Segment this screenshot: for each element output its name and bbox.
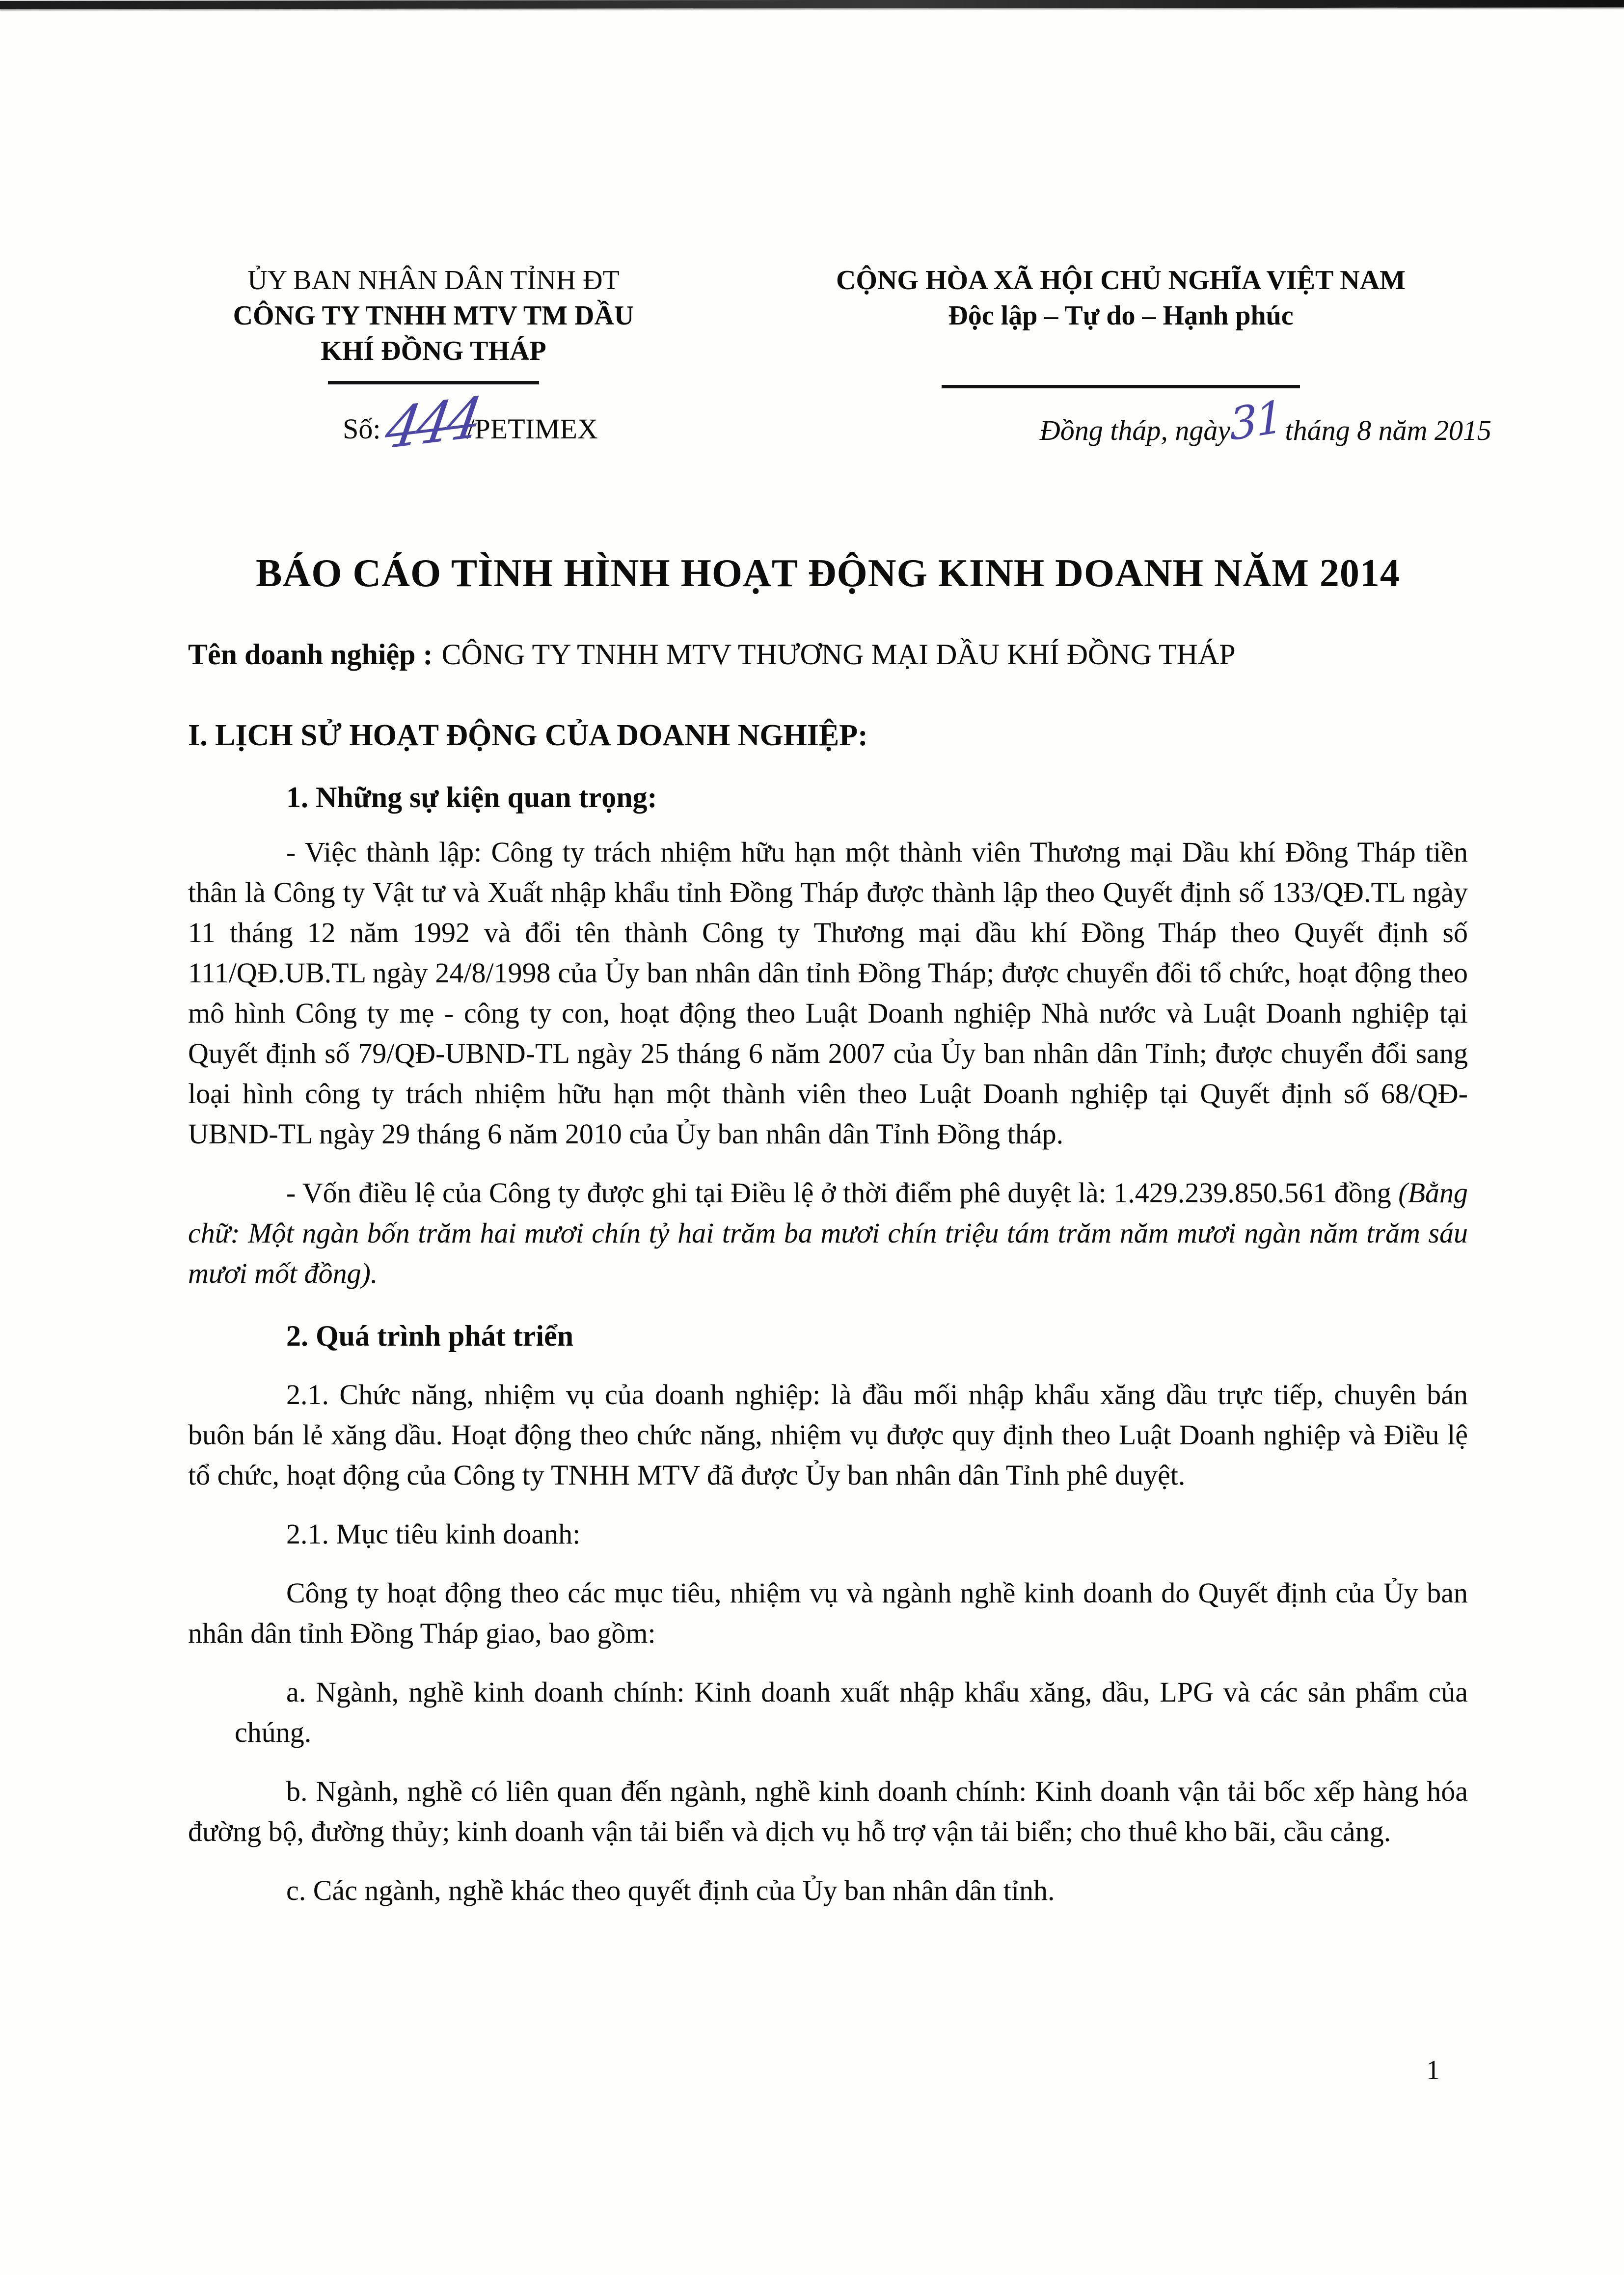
page-number: 1 — [1426, 2055, 1440, 2085]
company-name-line — [188, 635, 1468, 674]
national-motto-line1: CỘNG HÒA XÃ HỘI CHỦ NGHĨA VIỆT NAM — [836, 265, 1406, 296]
national-motto-block — [743, 263, 1491, 451]
dateline-prefix: Đồng tháp, ngày — [1039, 414, 1231, 446]
charter-capital-amount-in-words: (Bằng chữ: Một ngàn bốn trăm hai mươi chín tỷ hai trăm ba mươi chín triệu tám trăm năm mươi ngàn năm trăm sáu mươi mốt đồng). — [188, 1177, 1468, 1289]
company-name-label: Tên doanh nghiệp : — [188, 638, 433, 671]
document-number-line — [188, 385, 679, 462]
dateline-day-handwritten: 31 — [1228, 391, 1283, 451]
list-item-b-related-business: b. Ngành, nghề có liên quan đến ngành, nghề kinh doanh chính: Kinh doanh vận tải bốc xếp hàng hóa đường bộ, đường thủy; kinh doanh vận tải biển và dịch vụ hỗ trợ vận tải biển; cho thuê kho bãi, cầu cảng. — [188, 1775, 1468, 1847]
report-title: BÁO CÁO TÌNH HÌNH HOẠT ĐỘNG KINH DOANH NĂM 2014 — [256, 552, 1400, 595]
document-number-label: Số: — [343, 413, 381, 445]
document-number-suffix: /PETIMEX — [466, 413, 598, 445]
issuer-authority: ỦY BAN NHÂN DÂN TỈNH ĐT — [247, 265, 620, 296]
place-date-line — [777, 391, 1491, 451]
issuer-company-name-line2: KHÍ ĐỒNG THÁP — [321, 336, 546, 366]
issuer-divider-rule — [328, 381, 539, 384]
section-1-heading: I. LỊCH SỬ HOẠT ĐỘNG CỦA DOANH NGHIỆP: — [188, 719, 868, 752]
paragraph-charter-capital — [188, 1173, 1468, 1294]
subsection-1-heading: 1. Những sự kiện quan trọng: — [286, 781, 657, 813]
list-item-c-other-business: c. Các ngành, nghề khác theo quyết định của Ủy ban nhân dân tỉnh. — [286, 1874, 1055, 1906]
list-item-a-main-business: a. Ngành, nghề kinh doanh chính: Kinh doanh xuất nhập khẩu xăng, dầu, LPG và các sản phẩm của chúng. — [235, 1676, 1468, 1748]
document-content — [188, 0, 1491, 1911]
document-number-handwritten: 444 — [380, 385, 483, 462]
national-motto-line2: Độc lập – Tự do – Hạnh phúc — [948, 300, 1294, 331]
paragraph-business-objective-heading: 2.1. Mục tiêu kinh doanh: — [286, 1518, 581, 1550]
paragraph-business-objective-intro: Công ty hoạt động theo các mục tiêu, nhiệm vụ và ngành nghề kinh doanh do Quyết định của Ủy ban nhân dân tỉnh Đồng Tháp giao, bao gồm: — [188, 1577, 1468, 1649]
document-header — [188, 263, 1491, 462]
company-name-value: CÔNG TY TNHH MTV THƯƠNG MẠI DẦU KHÍ ĐỒNG THÁP — [441, 638, 1236, 671]
paragraph-functions: 2.1. Chức năng, nhiệm vụ của doanh nghiệp: là đầu mối nhập khẩu xăng dầu trực tiếp, chuyên bán buôn bán lẻ xăng dầu. Hoạt động theo chức năng, nhiệm vụ được quy định theo Luật Doanh nghiệp và Điều lệ tổ chức, hoạt động của Công ty TNHH MTV đã được Ủy ban nhân dân Tỉnh phê duyệt. — [188, 1379, 1468, 1491]
issuer-company-name-line1: CÔNG TY TNHH MTV TM DẦU — [233, 300, 634, 331]
subsection-2-heading: 2. Quá trình phát triển — [286, 1320, 574, 1352]
paragraph-establishment: - Việc thành lập: Công ty trách nhiệm hữu hạn một thành viên Thương mại Dầu khí Đồng Tháp tiền thân là Công ty Vật tư và Xuất nhập khẩu tỉnh Đồng Tháp được thành lập theo Quyết định số 133/QĐ.TL ngày 11 tháng 12 năm 1992 và đổi tên thành Công ty Thương mại dầu khí Đồng Tháp theo Quyết định số 111/QĐ.UB.TL ngày 24/8/1998 của Ủy ban nhân dân tỉnh Đồng Tháp; được chuyển đổi tổ chức, hoạt động theo mô hình Công ty mẹ - công ty con, hoạt động theo Luật Doanh nghiệp Nhà nước và Luật Doanh nghiệp tại Quyết định số 79/QĐ-UBND-TL ngày 25 tháng 6 năm 2007 của Ủy ban nhân dân Tỉnh; được chuyển đổi sang loại hình công ty trách nhiệm hữu hạn một thành viên theo Luật Doanh nghiệp tại Quyết định số 68/QĐ-UBND-TL ngày 29 tháng 6 năm 2010 của Ủy ban nhân dân Tỉnh Đồng tháp. — [188, 836, 1468, 1150]
dateline-suffix: tháng 8 năm 2015 — [1285, 414, 1491, 446]
charter-capital-text: - Vốn điều lệ của Công ty được ghi tại Điều lệ ở thời điểm phê duyệt là: 1.429.239.850.561 đồng — [286, 1177, 1391, 1209]
motto-divider-rule — [942, 385, 1300, 388]
issuer-block — [188, 263, 679, 462]
